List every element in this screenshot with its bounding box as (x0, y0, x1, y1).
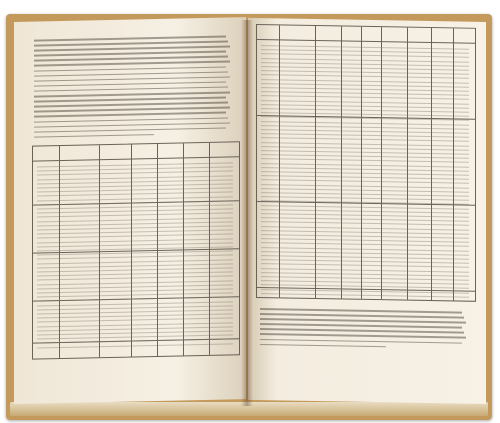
book-gutter (241, 20, 253, 406)
right-table-header (257, 25, 475, 44)
text-line (260, 318, 466, 323)
right-table (256, 24, 476, 302)
right-page (248, 18, 486, 404)
text-line (34, 127, 226, 133)
table-row (261, 293, 469, 298)
text-line (260, 334, 466, 339)
text-line (260, 308, 462, 313)
text-line (260, 344, 386, 348)
text-line (260, 323, 462, 328)
text-line (260, 339, 462, 344)
left-page (14, 17, 246, 404)
left-body-text (34, 35, 234, 139)
text-line (34, 134, 154, 138)
right-body-text (260, 308, 470, 352)
table-row (37, 343, 233, 348)
text-line (260, 313, 464, 318)
left-table (32, 141, 240, 359)
text-line (260, 328, 464, 333)
